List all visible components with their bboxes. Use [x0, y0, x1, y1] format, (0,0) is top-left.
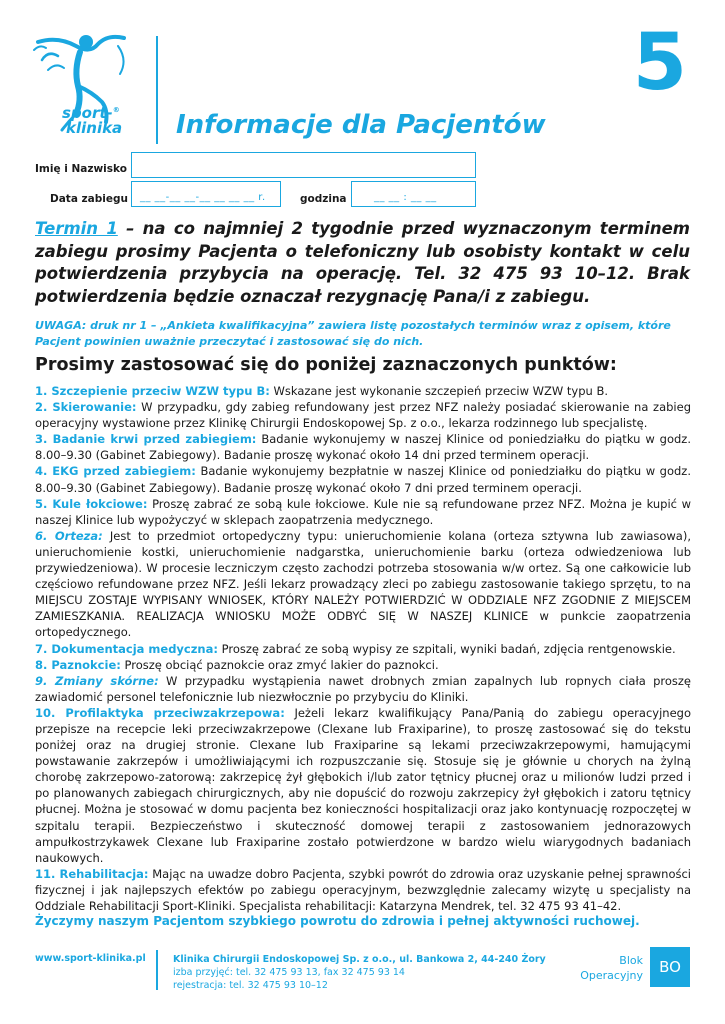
registration-phone: rejestracja: tel. 32 475 93 10–12	[173, 980, 328, 991]
logo-line2: klinika	[66, 119, 123, 137]
logo-wordmark	[62, 103, 122, 136]
department-line1: Blok	[619, 954, 643, 967]
list-item	[35, 866, 691, 914]
department-label	[580, 953, 643, 983]
list-item	[35, 673, 691, 705]
item-text: Badanie wykonujemy w naszej Klinice od poniedziałku do piątku w godz. 8.00–9.30 (Gabinet Zabiegowy). Badanie proszę wykonać około 14 dni przed terminem operacji.	[35, 432, 691, 463]
header-divider	[156, 36, 158, 144]
item-key: 5. Kule łokciowe:	[35, 496, 148, 511]
item-text: W przypadku wystąpienia nawet drobnych zmian zapalnych lub ropnych ciała proszę zawiadomić personel telefonicznie lub niezwłocznie po przybyciu do Kliniki.	[35, 673, 692, 704]
page-title: Informacje dla Pacjentów	[176, 110, 546, 140]
list-item	[35, 528, 691, 641]
item-key: 1. Szczepienie przeciw WZW typu B:	[35, 384, 270, 398]
section-heading: Prosimy zastosować się do poniżej zaznaczonych punktów:	[35, 355, 617, 375]
item-text: Proszę obciąć paznokcie oraz zmyć lakier do paznokci.	[120, 657, 439, 672]
item-text: Proszę zabrać ze sobą wypisy ze szpitali, wyniki badań, zdjęcia rentgenowskie.	[217, 641, 676, 656]
item-key: 2. Skierowanie:	[35, 400, 137, 415]
time-label: godzina	[300, 193, 347, 205]
lead-text: – na co najmniej 2 tygodnie przed wyznaczonym terminem zabiegu prosimy Pacjenta o telefoniczny lub osobisty kontakt w celu potwierdzenia przybycia na operację. Tel. 32 475 93 10–12. Brak potwierdzenia będzie oznaczał rezygnację Pana/i z zabiegu.	[35, 219, 690, 306]
item-key: 4. EKG przed zabiegiem:	[35, 464, 196, 479]
time-hint: __ __ : __ __	[374, 192, 437, 203]
item-key: 11. Rehabilitacja:	[35, 866, 149, 881]
list-item	[35, 431, 691, 463]
company-address: Klinika Chirurgii Endoskopowej Sp. z o.o., ul. Bankowa 2, 44-240 Żory	[173, 954, 546, 965]
lead-paragraph	[35, 218, 690, 308]
list-item	[35, 705, 691, 866]
warning-note: UWAGA: druk nr 1 – „Ankieta kwalifikacyjna” zawiera listę pozostałych terminów wraz z opisem, które Pacjent powinien uważnie przeczytać i zastosować się do nich.	[35, 319, 671, 348]
item-text: Mając na uwadze dobro Pacjenta, szybki powrót do zdrowia oraz uzyskanie pełnej sprawności fizycznej i jak najlepszych efektów po zabiegu operacyjnym, bezwzględnie zalecamy wizytę u specjalisty na Oddziale Rehabilitacji Sport-Kliniki. Specjalista rehabilitacji: Katarzyna Mendrek, tel. 32 475 93 41–42.	[35, 866, 691, 913]
item-key: 10. Profilaktyka przeciwzakrzepowa:	[35, 705, 285, 720]
name-field[interactable]	[131, 152, 476, 178]
date-label: Data zabiegu	[50, 193, 128, 205]
item-key: 7. Dokumentacja medyczna:	[35, 641, 218, 656]
term-link[interactable]: Termin 1	[35, 219, 118, 238]
time-field[interactable]	[351, 181, 476, 207]
department-badge: BO	[650, 947, 690, 987]
logo-line1: sport-	[62, 104, 113, 122]
date-hint: __ __-__ __-__ __ __ __ r.	[140, 192, 266, 203]
name-label: Imię i Nazwisko	[35, 163, 127, 175]
item-key: 6. Orteza:	[35, 528, 103, 543]
item-key: 9. Zmiany skórne:	[35, 673, 159, 688]
item-text: Wskazane jest wykonanie szczepień przeciw WZW typu B.	[269, 384, 609, 398]
list-item	[35, 496, 691, 528]
list-item	[35, 657, 691, 673]
department-line2: Operacyjny	[580, 969, 643, 982]
item-key: 3. Badanie krwi przed zabiegiem:	[35, 432, 257, 447]
closing-wish: Życzymy naszym Pacjentom szybkiego powrotu do zdrowia i pełnej aktywności ruchowej.	[35, 914, 640, 928]
date-field[interactable]	[131, 181, 281, 207]
list-item	[35, 383, 691, 399]
footer-contact	[173, 953, 546, 992]
item-text: Jest to przedmiot ortopedyczny typu: unieruchomienie kolana (orteza sztywna lub zawiasowa), unieruchomienie kostki, unieruchomienie nadgarstka, unieruchomienie barku (orteza odwiedzeniowa lub przywiedzeniowa). W procesie leczniczym często zachodzi potrzeba stosowania w/w ortez. Są one całkowicie lub częściowo refundowane przez NFZ. Jeśli lekarz prowadzący zleci po zabiegu zastosowanie takiego sprzętu, to na MIEJSCU ZOSTAJE WYPISANY WNIOSEK, KTÓRY NALEŻY POTWIERDZIĆ W ODDZIALE NFZ ZGODNIE Z MIEJSCEM ZAMIESZKANIA. REALIZACJA WNIOSKU MOŻE ODBYĆ SIĘ W NASZEJ KLINICE w punkcie zaopatrzenia ortopedycznego.	[35, 528, 692, 640]
admissions-phone: izba przyjęć: tel. 32 475 93 13, fax 32 475 93 14	[173, 967, 405, 978]
page-number: 5	[632, 18, 687, 108]
item-text: Badanie wykonujemy bezpłatnie w naszej Klinice od poniedziałku do piątku w godz. 8.00–9.30 (Gabinet Zabiegowy). Badanie proszę wykonać około 7 dni przed terminem operacji.	[35, 464, 691, 495]
list-item	[35, 641, 691, 657]
item-text: Proszę zabrać ze sobą kule łokciowe. Kule nie są refundowane przez NFZ. Można je kupić w naszej Klinice lub wypożyczyć w sklepach zaopatrzenia medycznego.	[35, 496, 692, 527]
registered-mark: ®	[112, 106, 120, 114]
item-text: Jeżeli lekarz kwalifikujący Pana/Panią do zabiegu operacyjnego przepisze na recepcie leki przeciwzakrzepowe (Clexane lub Fraxiparine), to proszę zastosować się do tekstu poniżej oraz na drugiej stronie. Clexane lub Fraxiparine są lekami przeciwzakrzepowymi, hamującymi powstawanie zakrzepów i umożliwiającymi ich rozpuszczanie się. Stosuje się je głównie u chorych na żylną chorobę zakrzepowo-zatorową: zakrzepicę żył głębokich i/lub zator tętnicy płucnej oraz u milionów ludzi przed i po planowanych zabiegach chirurgicznych, aby nie dopuścić do rozwoju zakrzepicy żył głębokich i zatoru tętnicy płucnej. Można je stosować w domu pacjenta bez konieczności hospitalizacji oraz jako kontynuację rozpoczętej w szpitalu terapii. Bezpieczeństwo i skuteczność domowej terapii z zastosowaniem jednorazowych ampułkostrzykawek Clexane lub Fraxiparine zostało potwierdzone w bardzo wielu wiarygodnych badaniach naukowych.	[35, 705, 691, 865]
item-text: W przypadku, gdy zabieg refundowany jest przez NFZ należy posiadać skierowanie na zabieg operacyjny wystawione przez Klinikę Chirurgii Endoskopowej Sp. z o.o., lekarza rodzinnego lub specjalistę.	[35, 400, 691, 431]
list-item	[35, 463, 691, 495]
item-key: 8. Paznokcie:	[35, 657, 121, 672]
instructions-list	[35, 383, 691, 914]
footer-divider	[156, 950, 158, 990]
list-item	[35, 399, 691, 431]
website-link[interactable]: www.sport-klinika.pl	[35, 953, 146, 964]
